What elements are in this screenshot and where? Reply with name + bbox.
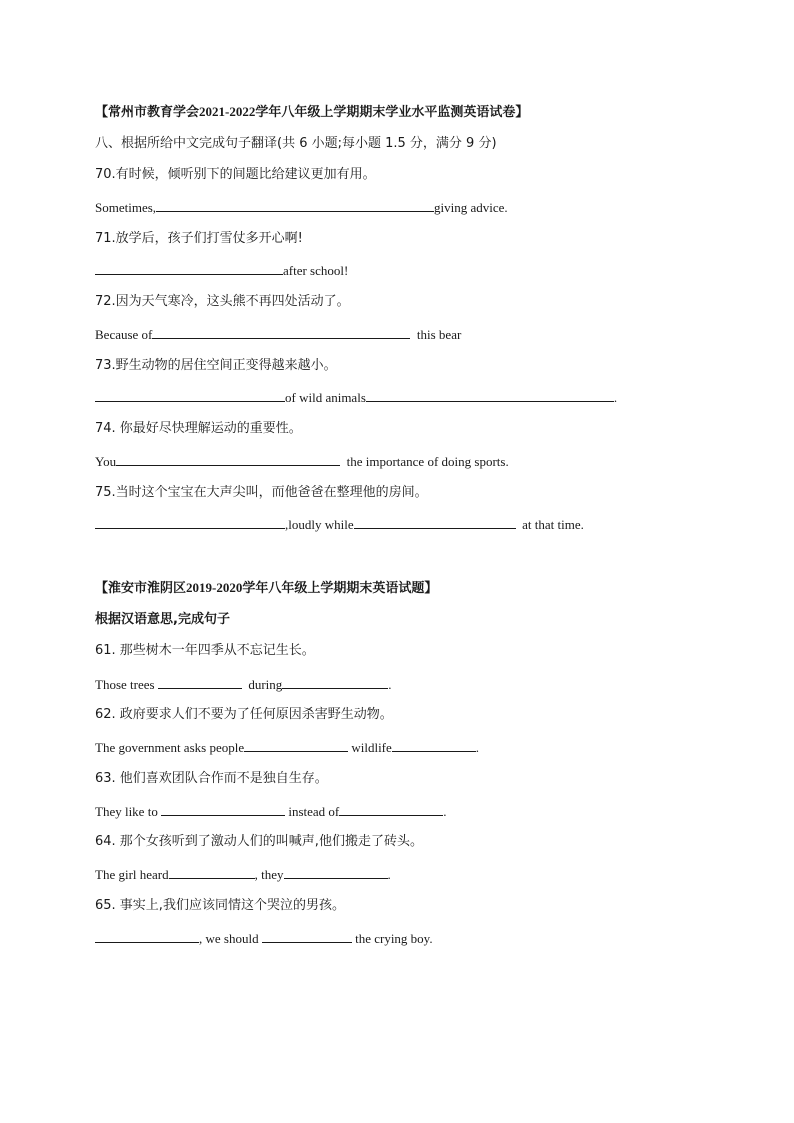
answer-text: wildlife	[351, 740, 392, 755]
answer-blank[interactable]	[95, 389, 285, 402]
answer-blank[interactable]	[366, 389, 614, 402]
answer-line	[95, 326, 461, 343]
question-prompt: 63. 他们喜欢团队合作而不是独自生存。	[95, 771, 328, 786]
question-prompt: 74. 你最好尽快理解运动的重要性。	[95, 421, 302, 436]
answer-blank[interactable]	[169, 866, 255, 879]
answer-line	[95, 676, 392, 693]
section-title: 【淮安市淮阴区2019-2020学年八年级上学期期末英语试题】	[95, 580, 438, 595]
answer-line	[95, 453, 509, 470]
answer-blank[interactable]	[152, 326, 410, 339]
question-prompt: 71.放学后，孩子们打雪仗多开心啊!	[95, 231, 303, 246]
answer-line	[95, 866, 391, 883]
answer-text: this bear	[416, 327, 462, 342]
answer-text: , we should	[199, 931, 259, 946]
answer-line	[95, 930, 433, 947]
answer-text: the importance of doing sports.	[346, 454, 509, 469]
section-title: 【常州市教育学会2021-2022学年八年级上学期期末学业水平监测英语试卷】	[95, 104, 529, 119]
answer-line	[95, 803, 446, 820]
answer-blank[interactable]	[95, 516, 285, 529]
answer-blank[interactable]	[161, 803, 285, 816]
answer-blank[interactable]	[282, 676, 388, 689]
answer-blank[interactable]	[116, 453, 340, 466]
answer-text: giving advice.	[434, 200, 508, 215]
question-prompt: 65. 事实上,我们应该同情这个哭泣的男孩。	[95, 898, 345, 913]
answer-text: .	[443, 804, 447, 819]
answer-blank[interactable]	[339, 803, 443, 816]
question-prompt: 62. 政府要求人们不要为了任何原因杀害野生动物。	[95, 707, 393, 722]
answer-blank[interactable]	[156, 199, 434, 212]
section-instruction: 根据汉语意思,完成句子	[95, 612, 230, 627]
answer-text: .	[475, 740, 480, 755]
question-prompt: 70.有时候，倾听别下的间题比给建议更加有用。	[95, 167, 376, 182]
answer-text: The government asks people	[95, 740, 245, 755]
question-prompt: 73.野生动物的居住空间正变得越来越小。	[95, 358, 337, 373]
answer-text: Those trees	[95, 677, 155, 692]
answer-blank[interactable]	[95, 930, 199, 943]
answer-blank[interactable]	[284, 866, 388, 879]
answer-line	[95, 389, 617, 406]
answer-blank[interactable]	[262, 930, 352, 943]
answer-line	[95, 516, 584, 533]
question-prompt: 72.因为天气寒冷，这头熊不再四处活动了。	[95, 294, 350, 309]
answer-blank[interactable]	[95, 262, 283, 275]
answer-text: instead of	[288, 804, 340, 819]
answer-text: the crying boy.	[355, 931, 433, 946]
answer-text: .	[613, 390, 618, 405]
question-prompt: 64. 那个女孩听到了激动人们的叫喊声,他们搬走了砖头。	[95, 834, 423, 849]
section-instruction: 八、根据所给中文完成句子翻译(共 6 小题;每小题 1.5 分，满分 9 分)	[95, 136, 497, 151]
question-prompt: 61. 那些树木一年四季从不忘记生长。	[95, 643, 315, 658]
answer-text: during	[248, 677, 283, 692]
answer-blank[interactable]	[354, 516, 516, 529]
answer-text: .	[388, 677, 392, 692]
answer-text: The girl heard	[95, 867, 169, 882]
answer-text: .	[387, 867, 391, 882]
question-prompt: 75.当时这个宝宝在大声尖叫，而他爸爸在整理他的房间。	[95, 485, 428, 500]
answer-blank[interactable]	[244, 739, 348, 752]
answer-text: Because of	[95, 327, 153, 342]
answer-text: after school!	[283, 263, 349, 278]
answer-text: of wild animals	[285, 390, 366, 405]
answer-line	[95, 199, 508, 216]
answer-text: ,loudly while	[285, 517, 354, 532]
answer-line	[95, 262, 348, 279]
answer-text: You	[95, 454, 117, 469]
answer-text: at that time.	[522, 517, 584, 532]
answer-line	[95, 739, 479, 756]
answer-text: They like to	[95, 804, 158, 819]
answer-text: , they	[254, 867, 284, 882]
answer-blank[interactable]	[392, 739, 476, 752]
answer-blank[interactable]	[158, 676, 242, 689]
answer-text: Sometimes,	[95, 200, 157, 215]
